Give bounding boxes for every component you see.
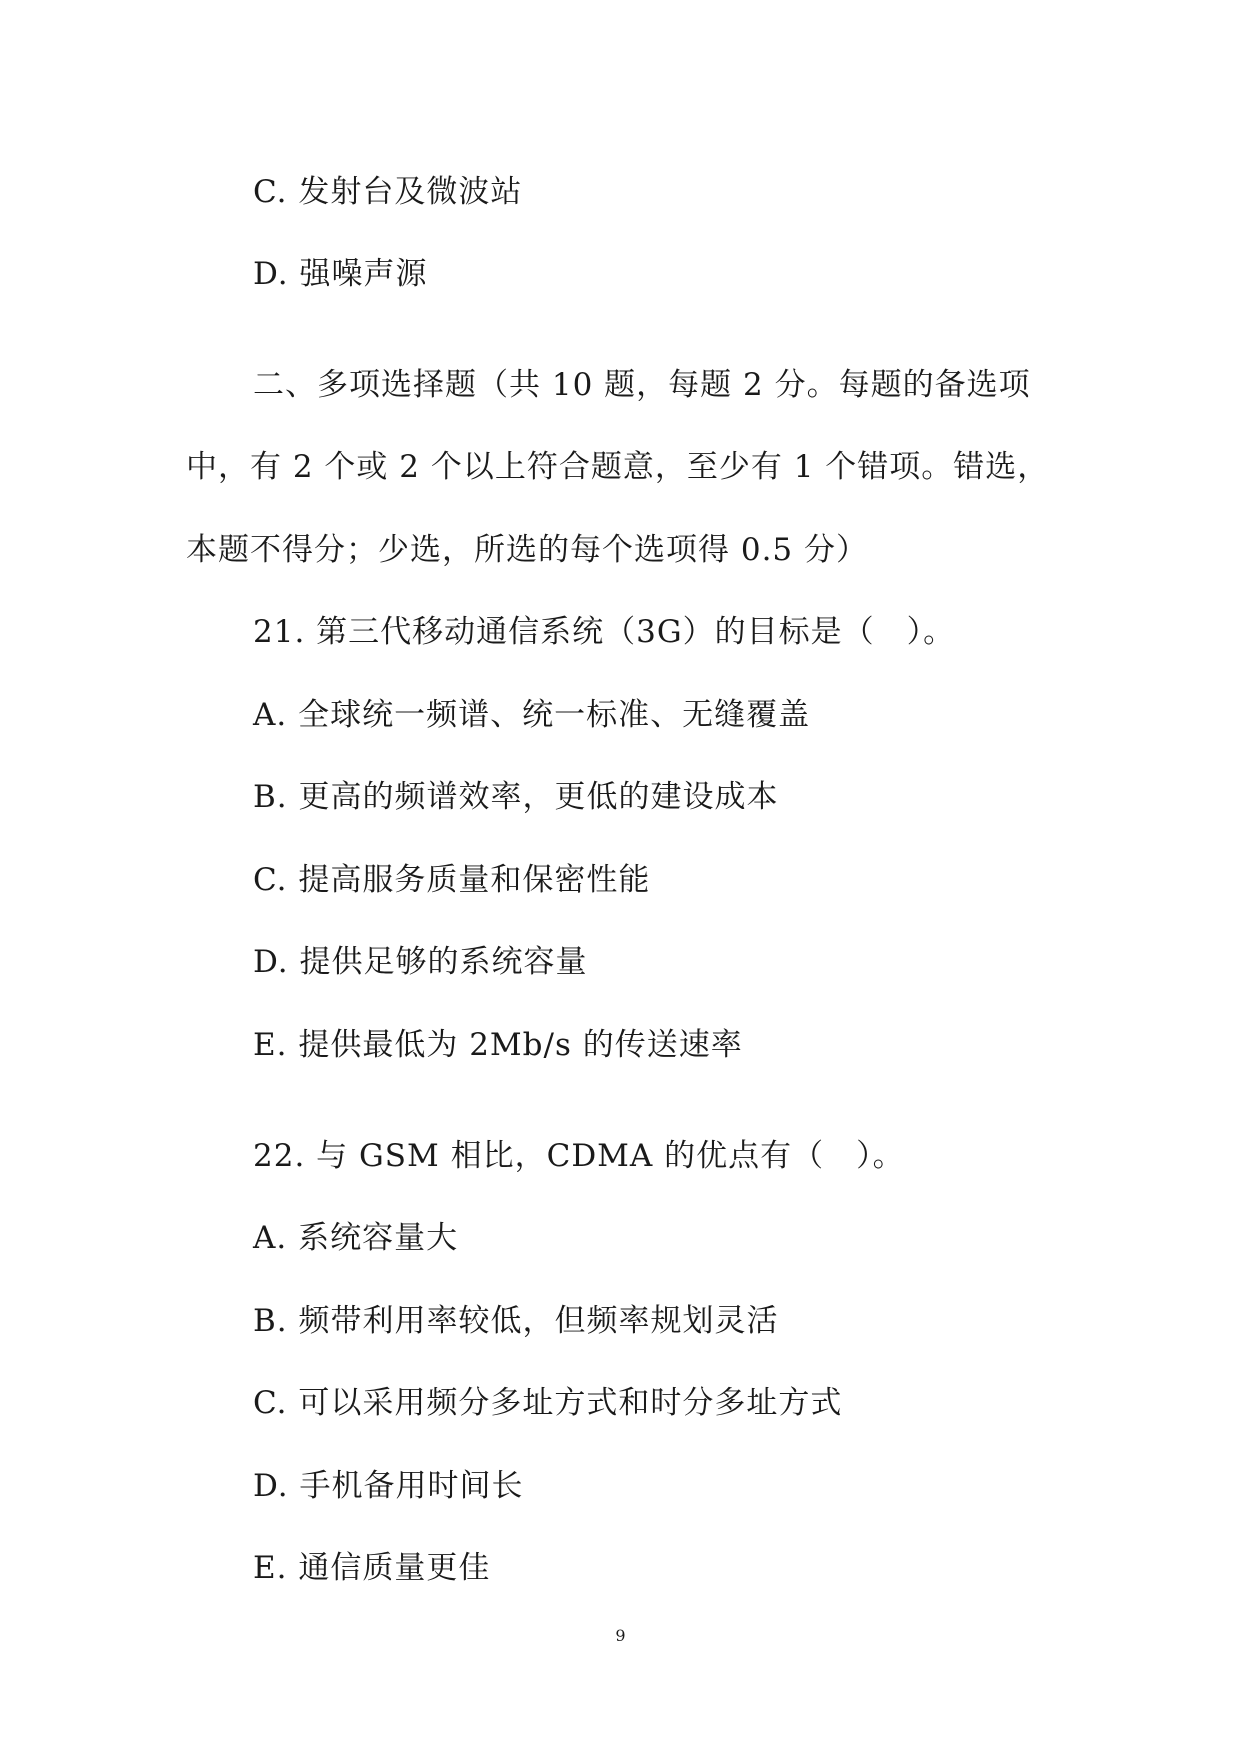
question-22-option-a: A. 系统容量大 bbox=[253, 1220, 459, 1256]
page-number: 9 bbox=[615, 1626, 626, 1645]
question-21-option-a: A. 全球统一频谱、统一标准、无缝覆盖 bbox=[253, 697, 811, 733]
question-22-option-c: C. 可以采用频分多址方式和时分多址方式 bbox=[253, 1385, 843, 1421]
question-21-option-c: C. 提高服务质量和保密性能 bbox=[253, 862, 651, 898]
option-d-prev: D. 强噪声源 bbox=[253, 256, 428, 292]
section-heading-line-1: 二、多项选择题（共 10 题，每题 2 分。每题的备选项 bbox=[253, 367, 1031, 403]
section-heading-line-2: 中，有 2 个或 2 个以上符合题意，至少有 1 个错项。错选， bbox=[186, 449, 1050, 485]
question-22-option-e: E. 通信质量更佳 bbox=[253, 1550, 491, 1586]
question-21-option-e: E. 提供最低为 2Mb/s 的传送速率 bbox=[253, 1027, 743, 1063]
question-22-option-d: D. 手机备用时间长 bbox=[253, 1468, 524, 1504]
question-21-option-d: D. 提供足够的系统容量 bbox=[253, 944, 588, 980]
option-c-prev: C. 发射台及微波站 bbox=[253, 174, 523, 210]
question-21-stem: 21. 第三代移动通信系统（3G）的目标是（ ）。 bbox=[253, 614, 956, 650]
section-heading-line-3: 本题不得分；少选，所选的每个选项得 0.5 分） bbox=[186, 532, 869, 568]
question-22-stem: 22. 与 GSM 相比，CDMA 的优点有（ ）。 bbox=[253, 1138, 905, 1174]
question-22-option-b: B. 频带利用率较低，但频率规划灵活 bbox=[253, 1303, 779, 1339]
question-21-option-b: B. 更高的频谱效率，更低的建设成本 bbox=[253, 779, 779, 815]
